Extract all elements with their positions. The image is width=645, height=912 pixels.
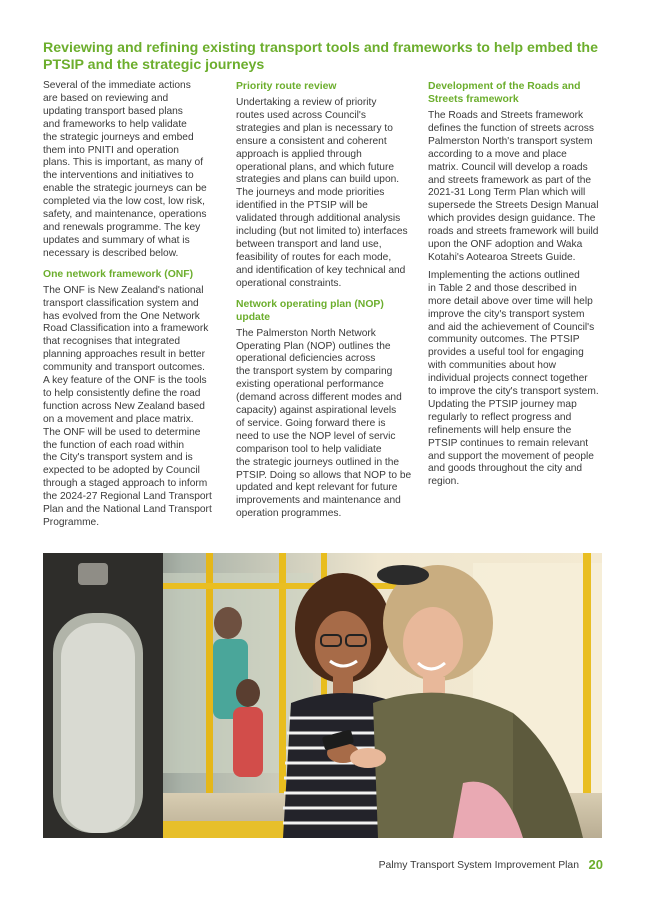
bus-passengers-photo: [43, 553, 602, 838]
section-heading: Reviewing and refining existing transport tools and frameworks to help embed the PTSIP and the strategic journeys: [43, 40, 598, 73]
column-1: [43, 80, 215, 535]
footer-document-title: Palmy Transport System Improvement Plan: [378, 860, 579, 871]
priority-route-heading: Priority route review: [236, 81, 337, 92]
nop-paragraph: The Palmerston North Network Operating Plan (NOP) outlines the operational deficiencies across the transport system by comparing existing operational performance (demand across different modes and capacity) against aspirational levels of service. Going forward there is need to use the NOP level of servic comparison tool to help validiate the strategic journeys outlined in the PTSIP. Doing so allows that NOP to be updated and kept relevant for future improvements and maintenance and operation programmes.: [236, 327, 412, 520]
page-number: 20: [588, 857, 603, 872]
priority-route-paragraph: Undertaking a review of priority routes used across Council's strategies and plan is necessary to ensure a consistent and coherent approach is applied through operational plans, and which future strategies and plans can build upon. The journeys and mode priorities identified in the PTSIP will be validated through additional analysis including (but not limited to) interfaces between transport and land use, feasibility of routes for each mode, and identification of key technical and operational constraints.: [236, 97, 408, 289]
onf-heading: One network framework (ONF): [43, 268, 194, 280]
roads-streets-heading: Development of the Roads and Streets framework: [428, 81, 581, 105]
intro-paragraph: Several of the immediate actions are based on reviewing and updating transport based plans and frameworks to help validate the strategic journeys and embed them into PNITI and operation plans. This is important, as many of the interventions and initiatives to enable the strategic journeys can be completed via the low cost, low risk, safety, and maintenance, operations and renewals programme. The key updates and summary of what is necessary is described below.: [43, 80, 207, 259]
onf-paragraph: The ONF is New Zealand's national transport classification system and has evolved from the One Network Road Classification into a framework that recognises that integrated planning approaches result in better community and transport outcomes. A key feature of the ONF is the tools to help consistently define the road function across New Zealand based on a movement and place matrix. The ONF will be used to determine the function of each road within the City's transport system and is expected to be adopted by Council through a staged approach to inform the 2024-27 Regional Land Transport Plan and the National Land Transport Programme.: [43, 284, 212, 528]
column-2: [236, 80, 412, 526]
nop-heading: Network operating plan (NOP) update: [236, 298, 384, 323]
roads-streets-paragraph: The Roads and Streets framework defines the function of streets across Palmerston North's transport system according to a move and place matrix. Council will develop a roads and streets framework as part of the 2021-31 Long Term Plan which will supersede the Streets Design Manual which provides design guidance. The roads and streets framework will build upon the ONF adoption and Waka Kotahi's Aotearoa Streets Guide.: [428, 110, 599, 263]
implementation-paragraph: Implementing the actions outlined in Table 2 and those described in more detail above over time will help improve the city's transport system and aid the achievement of Council's community outcomes. The PTSIP provides a useful tool for engaging with communities about how individual projects connect together to improve the city's transport system. Updating the PTSIP journey map regularly to reflect progress and refinements will help ensure the PTSIP continues to remain relevant and support the movement of people and goods throughout the city and region.: [428, 269, 599, 488]
column-3: [428, 80, 604, 494]
photo-illustration: [43, 553, 602, 838]
